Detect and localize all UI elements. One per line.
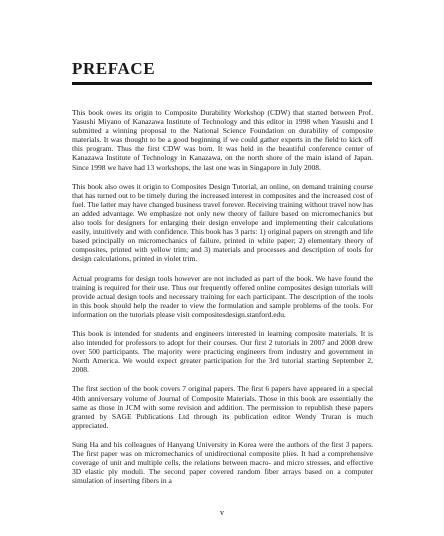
paragraph-cdw-origin: This book owes its origin to Composite Durability Workshop (CDW) that started between Prof. Yasushi Miyano of Kanazawa Institute of Technology and this editor in 1998 when Yasushi and I submitted a winning proposal to the National Science Foundation on durability of composite materials. It was thought to be a good beginning if we could gather experts in the field to kick off this program. Thus the first CDW was born. It was held in the beautiful conference center of Kanazawa Institute of Technology in Kanazawa, on the north shore of the main island of Japan. Since 1998 we have had 13 workshops, the last one was in Singapore in July 2008. bbox=[72, 108, 373, 172]
paragraph-hanyang-papers: Sung Ha and his colleagues of Hanyang University in Korea were the authors of the first 3 papers. The first paper was on micromechanics of unidirectional composite plies. It had a comprehensive coverage of unit and multiple cells, the relations between macro- and micro stresses, and effective 3D elastic ply moduli. The second paper covered random fiber arrays based on a computer simulation of inserting fibers in a bbox=[72, 439, 373, 486]
paragraph-audience: This book is intended for students and engineers interested in learning composite materials. It is also intended for professors to adopt for their courses. Our first 2 tutorials in 2007 and 2008 drew over 500 participants. The majority were practicing engineers from industry and government in North America. We would expect greater participation for the 3rd tutorial starting September 2, 2008. bbox=[72, 328, 373, 375]
paragraph-tutorial-origin: This book also owes it origin to Composites Design Tutorial, an online, on demand training course that has turned out to be timely during the increased interest in composites and the increased cost of fuel. The latter may have changed business travel forever. Receiving training without travel now has an added advantage. We emphasize not only new theory of failure based on micromechanics but also tools for designers for enlarging their design envelope and implementing their calculations easily, intuitively and with confidence. This book has 3 parts: 1) original papers on strength and life based principally on micromechanics of failure, printed in white paper; 2) elementary theory of composites, printed with yellow trim; and 3) materials and processes and description of tools for design calculations, printed in violet trim. bbox=[72, 181, 374, 264]
preface-body bbox=[72, 108, 373, 495]
page-title: PREFACE bbox=[72, 59, 156, 78]
paragraph-design-tools: Actual programs for design tools however are not included as part of the book. We have found the training is required for their use. Thus our frequently offered online composites design tutorials will provide actual design tools and necessary training for each participant. The description of the tools in this book should help the reader to view the formulation and sample problems of the tools. For information on the tutorials please visit compositesdesign.stanford.edu. bbox=[72, 273, 373, 319]
paragraph-first-section: The first section of the book covers 7 original papers. The first 6 papers have appeared in a special 40th anniversary volume of Journal of Composite Materials. Those in this book are essentially the same as those in JCM with some revision and addition. The permission to republish these papers granted by SAGE Publications Ltd through its publication editor Wendy Truran is much appreciated. bbox=[72, 384, 373, 430]
title-underline bbox=[72, 82, 372, 85]
page-number: v bbox=[220, 508, 224, 517]
